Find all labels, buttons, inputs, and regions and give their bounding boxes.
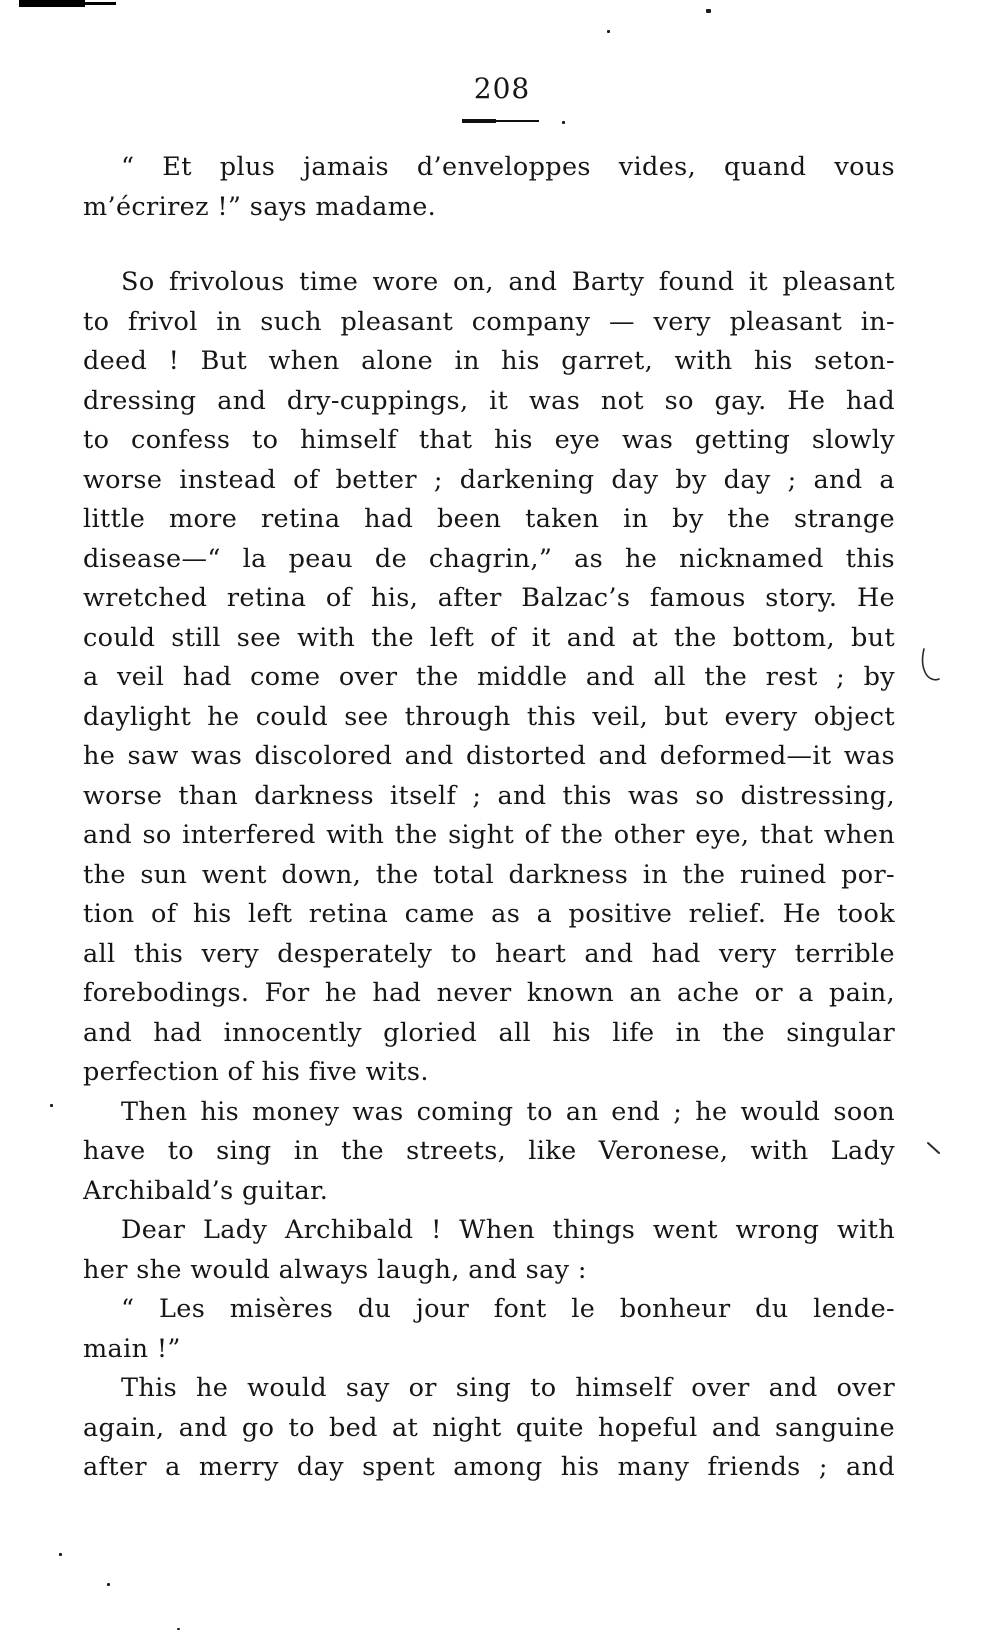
text-line: worse instead of better ; darkening day by day ; and a bbox=[83, 464, 895, 495]
text-line: worse than darkness itself ; and this was so distressing, bbox=[83, 780, 895, 811]
text-line: Archibald’s guitar. bbox=[83, 1175, 329, 1206]
text-line: Then his money was coming to an end ; he would soon bbox=[121, 1096, 895, 1127]
text-line: disease—“ la peau de chagrin,” as he nicknamed this bbox=[83, 543, 895, 574]
ink-smudge-line bbox=[83, 2, 116, 5]
scan-speck bbox=[562, 121, 565, 124]
text-line: after a merry day spent among his many friends ; and bbox=[83, 1452, 895, 1482]
text-line: daylight he could see through this veil, but every object bbox=[83, 701, 895, 732]
pen-hook-mark bbox=[920, 648, 944, 686]
text-line: to frivol in such pleasant company — very pleasant in- bbox=[83, 306, 895, 337]
text-line: and so interfered with the sight of the other eye, that when bbox=[83, 820, 895, 850]
scan-speck bbox=[50, 1104, 53, 1107]
text-line: “ Et plus jamais d’enveloppes vides, quand vous bbox=[121, 152, 895, 182]
text-line: Dear Lady Archibald ! When things went wrong with bbox=[121, 1215, 895, 1245]
scan-speck bbox=[177, 1628, 180, 1630]
text-line: could still see with the left of it and at the bottom, but bbox=[83, 622, 895, 653]
body-text bbox=[83, 263, 895, 1488]
text-line: dressing and dry-cuppings, it was not so gay. He had bbox=[83, 385, 895, 416]
text-line: So frivolous time wore on, and Barty found it pleasant bbox=[121, 267, 895, 297]
text-line: tion of his left retina came as a positive relief. He took bbox=[83, 899, 895, 929]
page-number: 208 bbox=[473, 72, 531, 105]
text-line: This he would say or sing to himself over and over bbox=[121, 1373, 895, 1403]
text-line: again, and go to bed at night quite hopeful and sanguine bbox=[83, 1412, 895, 1443]
text-line: a veil had come over the middle and all the rest ; by bbox=[83, 662, 895, 692]
scan-speck bbox=[59, 1553, 62, 1556]
text-line: perfection of his five wits. bbox=[83, 1057, 429, 1087]
text-line: deed ! But when alone in his garret, with his seton- bbox=[83, 346, 895, 376]
text-line: little more retina had been taken in by the strange bbox=[83, 504, 895, 534]
scan-speck bbox=[107, 1583, 110, 1586]
text-line: her she would always laugh, and say : bbox=[83, 1254, 587, 1285]
scan-speck bbox=[706, 9, 711, 13]
ink-smudge-bar bbox=[19, 0, 85, 7]
text-line: he saw was discolored and distorted and deformed—it was bbox=[83, 741, 895, 771]
scan-speck bbox=[607, 30, 610, 33]
page-number-rule bbox=[462, 120, 539, 122]
pen-tick-mark bbox=[925, 1140, 943, 1158]
text-line: “ Les misères du jour font le bonheur du lende- bbox=[121, 1294, 895, 1324]
text-line: forebodings. For he had never known an ache or a pain, bbox=[83, 978, 895, 1008]
text-line: and had innocently gloried all his life in the singular bbox=[83, 1017, 895, 1048]
text-line: main !” bbox=[83, 1333, 181, 1364]
text-line: wretched retina of his, after Balzac’s famous story. He bbox=[83, 583, 895, 613]
text-line: all this very desperately to heart and had very terrible bbox=[83, 938, 895, 969]
opening-paragraph bbox=[83, 148, 895, 227]
text-line: m’écrirez !” says madame. bbox=[83, 191, 437, 222]
text-line: to confess to himself that his eye was getting slowly bbox=[83, 425, 895, 455]
text-line: have to sing in the streets, like Veronese, with Lady bbox=[83, 1136, 895, 1166]
text-line: the sun went down, the total darkness in the ruined por- bbox=[83, 859, 895, 890]
